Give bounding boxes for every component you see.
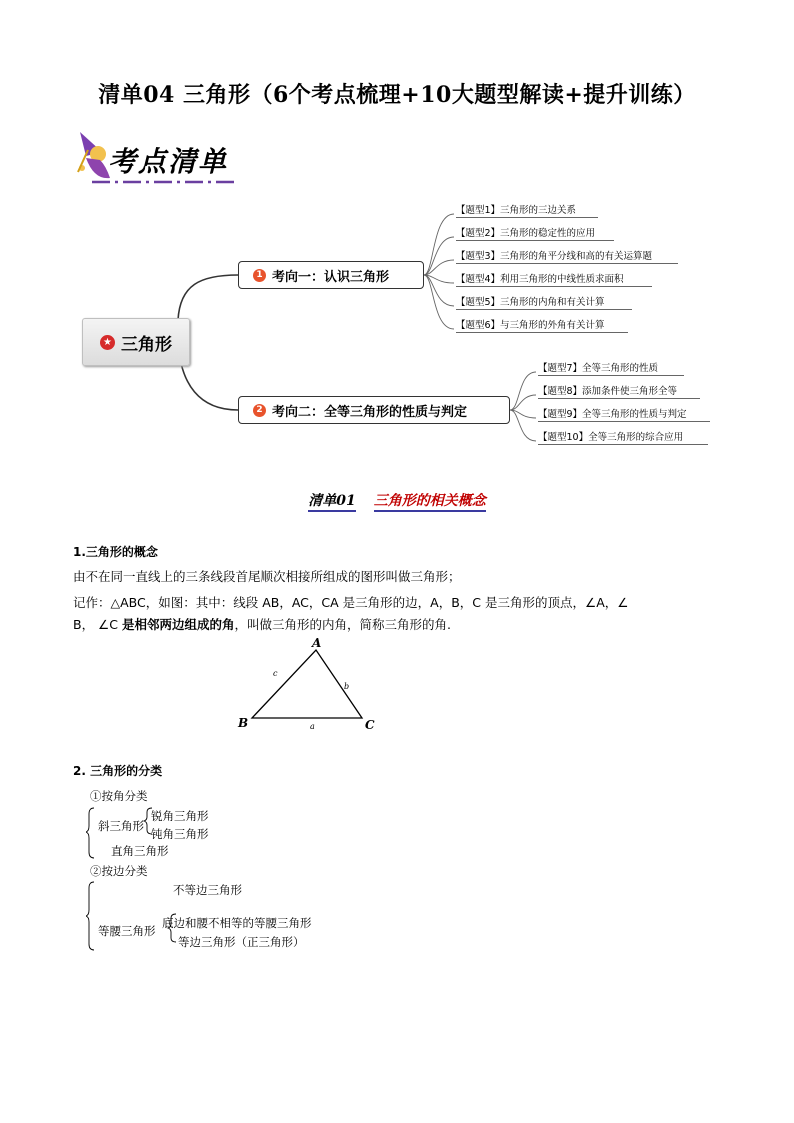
angle-names: B， ∠C [73, 617, 122, 632]
number-badge: 2 [253, 404, 266, 417]
mindmap-leaf: 【题型5】三角形的内角和有关计算 [456, 294, 632, 310]
vertex-c-label: C [365, 718, 375, 732]
angle-note: ，叫做三角形的内角，简称三角形的角. [234, 617, 451, 632]
mindmap-leaf: 【题型3】三角形的角平分线和高的有关运算题 [456, 248, 678, 264]
mindmap-direction-2 [238, 396, 510, 424]
section-heading [0, 490, 794, 510]
section-title: 三角形的相关概念 [374, 493, 486, 512]
page-title: 清单04 三角形（6个考点梳理+10大题型解读+提升训练） [98, 82, 696, 108]
vertex-b-label: B [238, 716, 249, 730]
mindmap-leaf: 【题型9】全等三角形的性质与判定 [538, 406, 710, 422]
non-equilateral-isosceles: 底边和腰不相等的等腰三角形 [162, 916, 312, 930]
concept-notation: 记作：△ABC，如图：其中：线段 AB，AC，CA 是三角形的边，A，B，C 是三角形的顶点，∠A，∠ [73, 595, 629, 610]
mindmap-leaf: 【题型1】三角形的三边关系 [456, 202, 598, 218]
mindmap-direction-1 [238, 261, 424, 289]
star-icon: ★ [100, 335, 115, 350]
angle-definition: 是相邻两边组成的角 [121, 617, 235, 632]
equilateral-triangle: 等边三角形（正三角形） [178, 935, 305, 949]
side-c-label: c [273, 669, 278, 678]
classification-heading: 2. 三角形的分类 [73, 764, 163, 778]
mindmap-leaf: 【题型8】添加条件使三角形全等 [538, 383, 700, 399]
mindmap-leaf: 【题型4】利用三角形的中线性质求面积 [456, 271, 652, 287]
mindmap-root [82, 318, 190, 366]
section-label: 清单01 [308, 493, 355, 512]
side-a-label: a [310, 722, 315, 731]
direction-label: 考向二：全等三角形的性质与判定 [272, 404, 468, 420]
mindmap-leaf: 【题型6】与三角形的外角有关计算 [456, 317, 628, 333]
acute-triangle: 锐角三角形 [151, 809, 209, 823]
isosceles-triangle: 等腰三角形 [98, 924, 156, 938]
by-side-label: ②按边分类 [90, 864, 148, 878]
scalene-triangle: 不等边三角形 [173, 883, 242, 897]
concept-heading: 1.三角形的概念 [73, 545, 158, 559]
concept-angles [73, 614, 733, 636]
vertex-a-label: A [312, 636, 322, 650]
banner-underline [92, 178, 234, 186]
concept-definition: 由不在同一直线上的三条线段首尾顺次相接所组成的图形叫做三角形； [73, 569, 461, 584]
mindmap-leaf: 【题型7】全等三角形的性质 [538, 360, 684, 376]
mindmap-leaf: 【题型2】三角形的稳定性的应用 [456, 225, 614, 241]
mindmap-leaf: 【题型10】全等三角形的综合应用 [538, 429, 708, 445]
side-b-label: b [344, 682, 350, 691]
right-triangle: 直角三角形 [111, 844, 169, 858]
direction-label: 考向一：认识三角形 [272, 269, 390, 285]
number-badge: 1 [253, 269, 266, 282]
banner-title: 考点清单 [108, 145, 229, 178]
mindmap-root-label: 三角形 [121, 334, 172, 355]
obtuse-triangle: 钝角三角形 [151, 827, 209, 841]
oblique-triangle: 斜三角形 [98, 819, 144, 833]
by-angle-label: ①按角分类 [90, 789, 148, 803]
